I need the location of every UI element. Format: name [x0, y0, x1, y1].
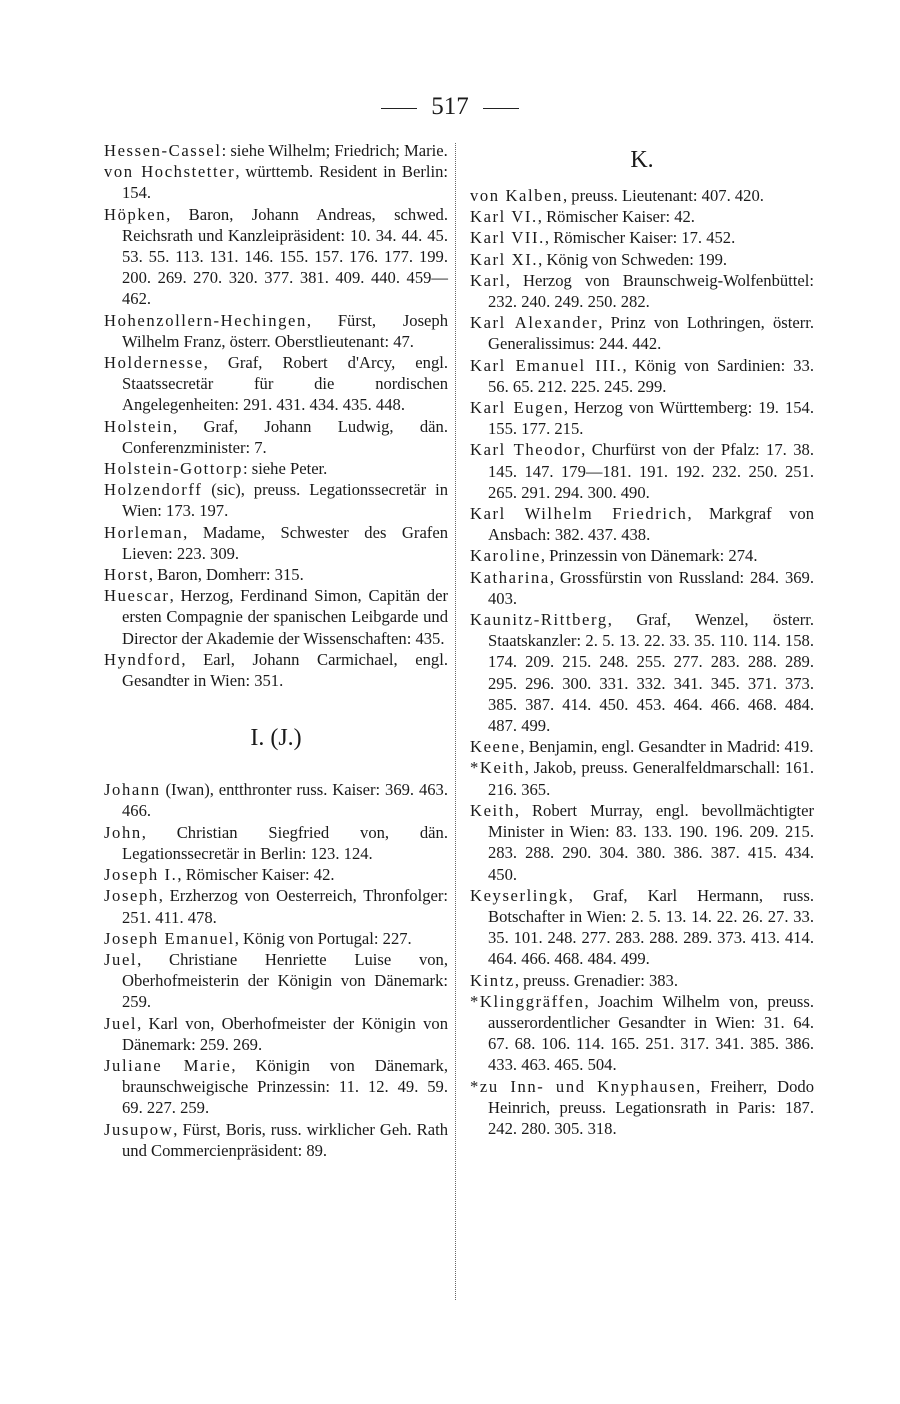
page-header	[0, 92, 900, 122]
entry-details: , Graf, Robert d'Arcy, engl. Staatssecretär für die nordischen Angelegenheiten: 291. 431. 434. 435. 448.	[122, 353, 448, 415]
index-entry	[470, 249, 814, 270]
entry-headword: *Keith	[470, 758, 525, 778]
entry-details: , Königin von Dänemark, braunschweigische Prinzessin: 11. 12. 49. 59. 69. 227. 259.	[122, 1055, 448, 1118]
entry-details: , Prinzessin von Dänemark: 274.	[540, 546, 758, 566]
entry-details: , Römischer Kaiser: 42.	[177, 865, 335, 885]
entry-headword: Juel	[104, 1013, 138, 1033]
entry-headword: Karl Eugen	[470, 398, 564, 418]
entry-details: (sic), preuss. Legationssecretär in Wien: 173. 197.	[122, 480, 448, 521]
section-spacer	[470, 175, 814, 185]
entry-headword: Holzendorff	[104, 480, 203, 500]
entry-headword: Karoline	[470, 546, 541, 566]
index-entry	[104, 1119, 448, 1161]
index-entry	[470, 185, 814, 206]
entry-details: , Graf, Wenzel, österr. Staatskanzler: 2. 5. 13. 22. 33. 35. 110. 114. 158. 174. 209. 215. 248. 255. 277. 283. 288. 289. 295. 296. 300. 331. 332. 341. 345. 371. 373. 385. 387. 414. 450. 453. 464. 466. 468. 484. 487. 499.	[488, 610, 814, 736]
index-entry	[470, 270, 814, 312]
index-group-h	[104, 140, 448, 691]
index-group-k	[470, 185, 814, 1139]
index-entry	[104, 1055, 448, 1119]
entry-details: , Markgraf von Ansbach: 382. 437. 438.	[488, 504, 814, 545]
entry-headword: Karl Emanuel III.	[470, 355, 623, 375]
entry-headword: Huescar	[104, 586, 170, 606]
header-rule-left	[381, 108, 417, 109]
section-spacer	[104, 753, 448, 779]
index-entry	[104, 649, 448, 691]
entry-headword: Joseph I.	[104, 865, 178, 885]
index-entry	[470, 397, 814, 439]
entry-details: , Jakob, preuss. Generalfeldmarschall: 161. 216. 365.	[488, 758, 814, 799]
left-column	[104, 140, 448, 1161]
entry-headword: Karl Theodor	[470, 440, 582, 460]
right-column	[470, 140, 814, 1139]
index-entry	[104, 564, 448, 585]
entry-headword: Hohenzollern-Hechingen	[104, 310, 307, 330]
entry-headword: Horleman	[104, 522, 184, 542]
index-entry	[104, 352, 448, 416]
index-entry	[104, 949, 448, 1013]
entry-details: , Earl, Johann Carmichael, engl. Gesandter in Wien: 351.	[122, 649, 448, 691]
entry-details: , Fürst, Joseph Wilhelm Franz, österr. Oberstlieutenant: 47.	[122, 310, 448, 351]
entry-headword: Holstein	[104, 416, 174, 436]
entry-details: , Römischer Kaiser: 17. 452.	[544, 228, 736, 248]
entry-headword: *zu Inn- und Knyphausen	[470, 1076, 697, 1096]
entry-headword: Karl VII.	[470, 228, 545, 248]
entry-details: (Iwan), entthronter russ. Kaiser: 369. 463. 466.	[122, 780, 448, 821]
entry-details: , Herzog von Braunschweig-Wolfenbüttel: 232. 240. 249. 250. 282.	[488, 270, 814, 312]
section-title-i: I. (J.)	[250, 725, 302, 752]
entry-details: , Römischer Kaiser: 42.	[537, 207, 695, 227]
entry-details: , König von Schweden: 199.	[538, 249, 728, 269]
entry-details: : siehe Wilhelm; Friedrich; Marie.	[221, 141, 448, 160]
index-entry	[470, 609, 814, 736]
index-entry	[104, 864, 448, 885]
entry-details: , Baron, Domherr: 315.	[148, 565, 304, 585]
entry-details: , preuss. Lieutenant: 407. 420.	[562, 186, 764, 205]
index-entry	[104, 585, 448, 649]
entry-details: , Prinz von Lothringen, österr. Generalissimus: 244. 442.	[488, 313, 814, 354]
entry-details: , Grossfürstin von Russland: 284. 369. 403.	[488, 567, 814, 608]
entry-details: , Madame, Schwester des Grafen Lieven: 223. 309.	[122, 522, 448, 563]
index-entry	[104, 416, 448, 458]
index-entry	[470, 312, 814, 354]
entry-headword: Kaunitz-Rittberg	[470, 610, 608, 630]
entry-details: , Herzog, Ferdinand Simon, Capitän der ersten Compagnie der spanischen Leibgarde und Director der Akademie der Wissenschaften: 435.	[122, 586, 448, 648]
entry-headword: Horst	[104, 565, 149, 585]
entry-headword: Höpken	[104, 204, 167, 224]
index-entry	[470, 970, 814, 991]
page-number: 517	[431, 93, 469, 120]
index-entry	[470, 206, 814, 227]
index-entry	[470, 800, 814, 885]
entry-details: , Karl von, Oberhofmeister der Königin von Dänemark: 259. 269.	[122, 1013, 448, 1054]
entry-details: , preuss. Grenadier: 383.	[514, 970, 679, 990]
index-entry	[104, 928, 448, 949]
index-entry	[470, 503, 814, 545]
entry-details: , Freiherr, Dodo Heinrich, preuss. Legationsrath in Paris: 187. 242. 280. 305. 318.	[488, 1076, 814, 1138]
entry-headword: Karl VI.	[470, 207, 538, 227]
index-entry	[470, 567, 814, 609]
index-entry	[104, 204, 448, 310]
entry-details: , König von Sardinien: 33. 56. 65. 212. 225. 245. 299.	[488, 355, 814, 396]
entry-headword: Hyndford	[104, 649, 182, 669]
entry-headword: Keene	[470, 737, 521, 757]
entry-headword: Joseph	[104, 886, 159, 906]
entry-headword: Joseph Emanuel	[104, 928, 235, 948]
index-entry	[470, 1076, 814, 1140]
entry-details: , Benjamin, engl. Gesandter in Madrid: 419.	[520, 737, 814, 757]
entry-headword: Johann	[104, 780, 161, 800]
entry-headword: Holstein-Gottorp	[104, 459, 243, 479]
section-spacer	[104, 691, 448, 723]
entry-details: , Herzog von Württemberg: 19. 154. 155. 177. 215.	[488, 398, 814, 439]
index-entry	[104, 822, 448, 864]
index-entry	[470, 991, 814, 1076]
header-rule-right	[483, 108, 519, 109]
entry-details: , Baron, Johann Andreas, schwed. Reichsrath und Kanzleipräsident: 10. 34. 44. 45. 53. 55. 113. 131. 146. 155. 157. 176. 177. 199. 200. 269. 270. 320. 377. 381. 409. 440. 459—462.	[122, 204, 448, 309]
entry-headword: Katharina	[470, 567, 550, 587]
entry-details: , württemb. Resident in Berlin: 154.	[122, 162, 448, 203]
index-entry	[104, 885, 448, 927]
index-entry	[470, 736, 814, 757]
entry-headword: Keyserlingk	[470, 885, 569, 905]
entry-headword: John	[104, 822, 142, 842]
index-entry	[104, 458, 448, 479]
entry-details: , Robert Murray, engl. bevollmächtigter Minister in Wien: 83. 133. 190. 196. 209. 215. 283. 288. 290. 304. 380. 386. 387. 415. 434. 450.	[488, 800, 814, 884]
entry-headword: Karl XI.	[470, 249, 539, 269]
entry-headword: Juel	[104, 949, 138, 969]
index-entry	[470, 355, 814, 397]
entry-headword: von Kalben	[470, 186, 563, 205]
index-entry	[104, 479, 448, 521]
index-entry	[104, 1013, 448, 1055]
index-entry	[104, 140, 448, 161]
entry-headword: Keith	[470, 800, 515, 820]
entry-headword: Karl	[470, 270, 506, 290]
entry-details: , Erzherzog von Oesterreich, Thronfolger: 251. 411. 478.	[122, 886, 448, 927]
column-divider	[455, 143, 456, 1300]
entry-details: , Churfürst von der Pfalz: 17. 38. 145. 147. 179—181. 191. 192. 232. 250. 251. 265. 291. 294. 300. 490.	[488, 440, 815, 502]
entry-headword: Hessen-Cassel	[104, 141, 222, 160]
entry-headword: von Hochstetter	[104, 162, 236, 182]
index-entry	[104, 310, 448, 352]
entry-headword: *Klinggräffen	[470, 991, 585, 1011]
index-entry	[104, 522, 448, 564]
index-entry	[104, 161, 448, 203]
entry-details: , Christiane Henriette Luise von, Oberhofmeisterin der Königin von Dänemark: 259.	[122, 949, 448, 1012]
index-entry	[470, 757, 814, 799]
entry-details: , Graf, Johann Ludwig, dän. Conferenzminister: 7.	[122, 416, 448, 457]
index-entry	[470, 439, 814, 503]
entry-details: , Christian Siegfried von, dän. Legationssecretär in Berlin: 123. 124.	[122, 822, 448, 863]
index-entry	[470, 545, 814, 566]
entry-headword: Holdernesse	[104, 353, 204, 373]
section-title-k: K.	[630, 147, 654, 173]
entry-headword: Kintz	[470, 970, 515, 990]
entry-details: , Graf, Karl Hermann, russ. Botschafter in Wien: 2. 5. 13. 14. 22. 26. 27. 33. 35. 101. 248. 277. 283. 288. 289. 373. 413. 414. 464. 466. 468. 484. 499.	[488, 885, 814, 969]
index-group-i	[104, 779, 448, 1161]
entry-headword: Jusupow	[104, 1119, 174, 1139]
entry-headword: Juliane Marie	[104, 1055, 232, 1075]
entry-details: , König von Portugal: 227.	[234, 928, 412, 948]
entry-headword: Karl Alexander	[470, 313, 599, 333]
index-entry	[470, 227, 814, 248]
index-entry	[104, 779, 448, 821]
entry-headword: Karl Wilhelm Friedrich	[470, 504, 688, 524]
entry-details: : siehe Peter.	[242, 459, 328, 479]
index-entry	[470, 885, 814, 970]
entry-details: , Fürst, Boris, russ. wirklicher Geh. Rath und Commercienpräsident: 89.	[122, 1119, 448, 1160]
entry-details: , Joachim Wilhelm von, preuss. ausserordentlicher Gesandter in Wien: 31. 64. 67. 68. 106. 114. 165. 251. 317. 341. 385. 386. 433. 463. 465. 504.	[488, 991, 814, 1075]
